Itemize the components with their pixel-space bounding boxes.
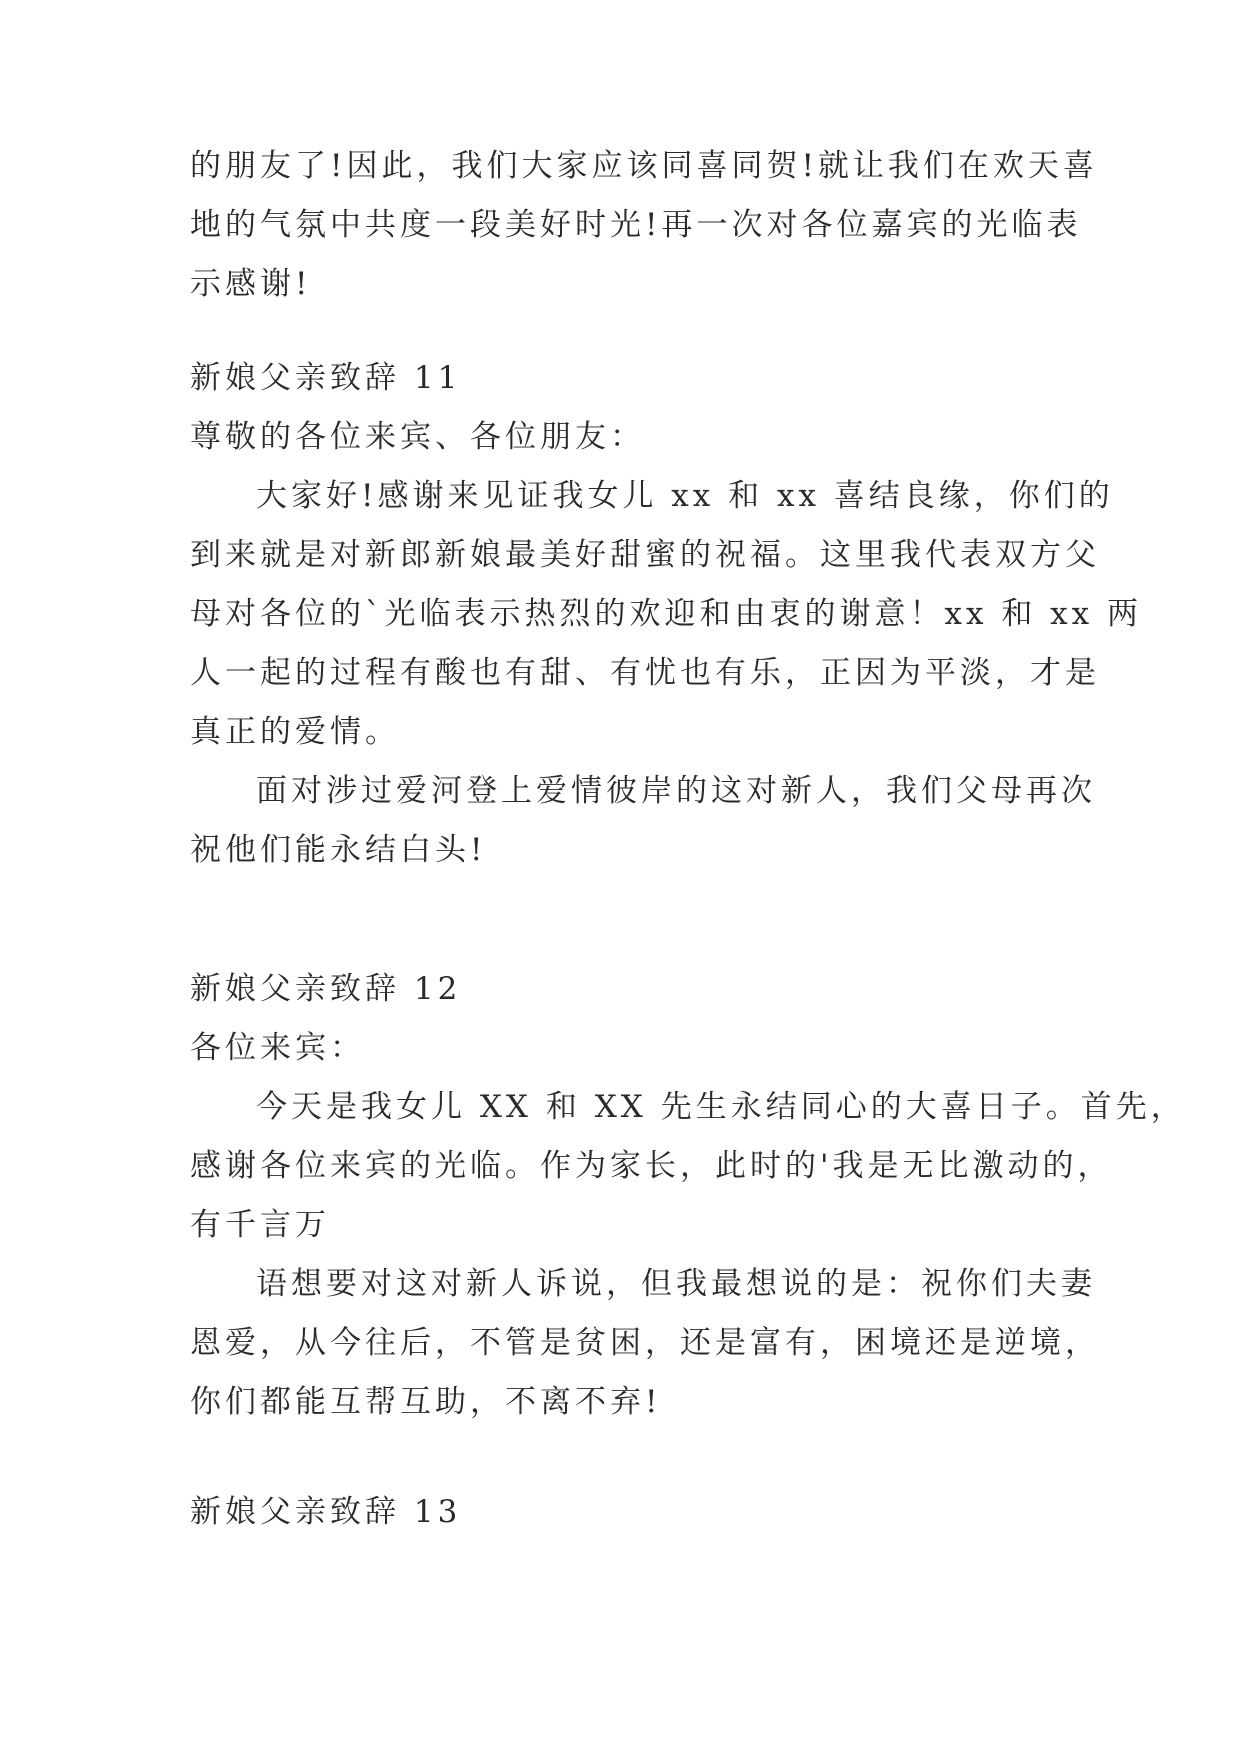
section-12: [190, 960, 1186, 1432]
intro-paragraph: [190, 137, 1098, 314]
paragraph-line: 大家好!感谢来见证我女儿 xx 和 xx 喜结良缘，你们的: [256, 478, 1114, 514]
paragraph-line: 面对涉过爱河登上爱情彼岸的这对新人，我们父母再次: [256, 773, 1096, 809]
section-13: [190, 1483, 1060, 1542]
paragraph-line: 母对各位的`光临表示热烈的欢迎和由衷的谢意！xx 和 xx 两: [190, 596, 1142, 632]
paragraph-line: 感谢各位来宾的光临。作为家长，此时的'我是无比激动的，: [190, 1148, 1113, 1184]
paragraph-line: 今天是我女儿 XX 和 XX 先生永结同心的大喜日子。首先，: [256, 1089, 1186, 1125]
salutation: 尊敬的各位来宾、各位朋友：: [190, 419, 645, 455]
paragraph-line: 人一起的过程有酸也有甜、有忧也有乐，正因为平淡，才是: [190, 655, 1100, 691]
paragraph-line: 有千言万: [190, 1207, 330, 1243]
paragraph-line: 真正的爱情。: [190, 714, 400, 750]
paragraph-line: 示感谢!: [190, 266, 312, 302]
paragraph-line: 到来就是对新郎新娘最美好甜蜜的祝福。这里我代表双方父: [190, 537, 1100, 573]
section-11: [190, 349, 1142, 880]
section-title: 新娘父亲致辞 11: [190, 360, 462, 396]
salutation: 各位来宾：: [190, 1030, 365, 1066]
paragraph-line: 祝他们能永结白头!: [190, 832, 487, 868]
section-title: 新娘父亲致辞 13: [190, 1494, 462, 1530]
paragraph-line: 恩爱，从今往后，不管是贫困，还是富有，困境还是逆境，: [190, 1325, 1100, 1361]
paragraph-line: 的朋友了!因此，我们大家应该同喜同贺!就让我们在欢天喜: [190, 148, 1098, 184]
paragraph-line: 语想要对这对新人诉说，但我最想说的是：祝你们夫妻: [256, 1266, 1096, 1302]
paragraph-line: 你们都能互帮互助，不离不弃!: [190, 1384, 662, 1420]
section-title: 新娘父亲致辞 12: [190, 971, 462, 1007]
paragraph-line: 地的气氛中共度一段美好时光!再一次对各位嘉宾的光临表: [190, 207, 1082, 243]
